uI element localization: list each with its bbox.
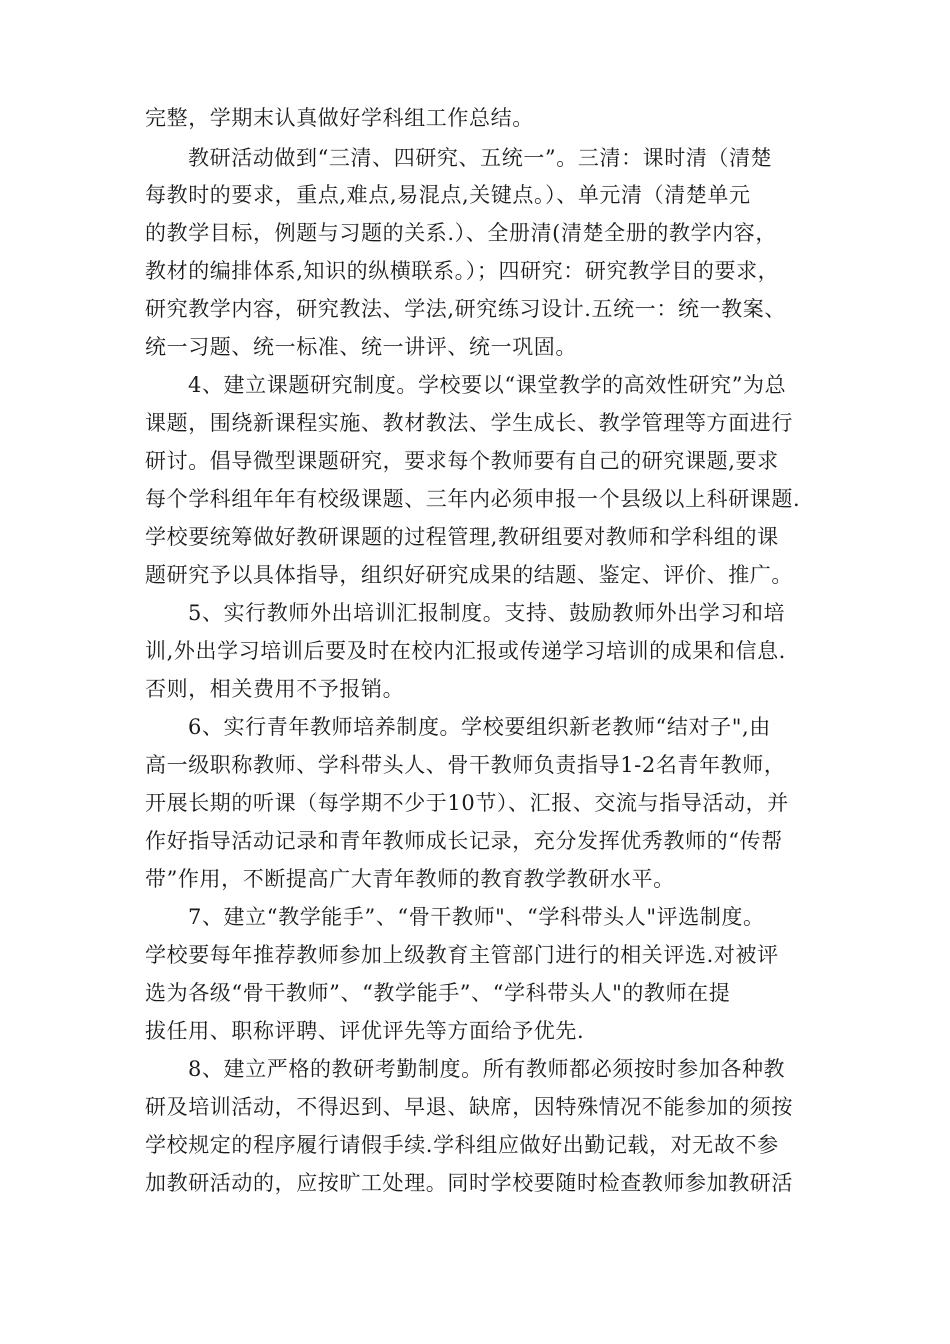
text-line: 每教时的要求，重点,难点,易混点,关键点。）、单元清（清楚单元	[145, 183, 751, 207]
paragraph-start: 4、建立课题研究制度。学校要以“课堂教学的高效性研究”为总	[188, 373, 787, 397]
paragraph-start: 教研活动做到“三清、四研究、五统一”。三清：课时清（清楚	[188, 146, 773, 170]
text-line: 研讨。倡导微型课题研究，要求每个教师要有自己的研究课题,要求	[145, 449, 779, 473]
text-line: 学校规定的程序履行请假手续.学科组应做好出勤记载，对无故不参	[145, 1133, 779, 1157]
text-line: 作好指导活动记录和青年教师成长记录，充分发挥优秀教师的“传帮	[145, 829, 783, 853]
text-line: 教材的编排体系,知识的纵横联系。）；四研究：研究教学目的要求，	[145, 259, 780, 283]
paragraph-start: 8、建立严格的教研考勤制度。所有教师都必须按时参加各种教	[188, 1057, 786, 1081]
text-line: 统一习题、统一标准、统一讲评、统一巩固。	[145, 335, 577, 359]
text-line: 完整，学期末认真做好学科组工作总结。	[145, 106, 534, 130]
text-line: 开展长期的听课（每学期不少于10节）、汇报、交流与指导活动，并	[145, 791, 789, 815]
paragraph-start: 6、实行青年教师培养制度。学校要组织新老教师“结对子",由	[188, 715, 771, 739]
text-line: 带”作用，不断提高广大青年教师的教育教学教研水平。	[145, 867, 675, 891]
text-line: 选为各级“骨干教师”、“教学能手”、“学科带头人"的教师在提	[145, 981, 731, 1005]
text-line: 题研究予以具体指导，组织好研究成果的结题、鉴定、评价、推广。	[145, 563, 793, 587]
text-line: 研究教学内容，研究教法、学法,研究练习设计.五统一：统一教案、	[145, 297, 786, 321]
text-line: 课题，围绕新课程实施、教材教法、学生成长、教学管理等方面进行	[145, 411, 793, 435]
text-line: 学校要每年推荐教师参加上级教育主管部门进行的相关评选.对被评	[145, 943, 779, 967]
text-line: 否则，相关费用不予报销。	[145, 677, 405, 701]
text-line: 高一级职称教师、学科带头人、骨干教师负责指导1-2名青年教师，	[145, 753, 786, 777]
paragraph-start: 5、实行教师外出培训汇报制度。支持、鼓励教师外出学习和培	[188, 601, 786, 625]
paragraph-start: 7、建立“教学能手”、“骨干教师"、“学科带头人"评选制度。	[188, 905, 765, 929]
text-line: 拔任用、职称评聘、评优评先等方面给予优先.	[145, 1019, 585, 1043]
text-line: 研及培训活动，不得迟到、早退、缺席，因特殊情况不能参加的须按	[145, 1095, 793, 1119]
text-line: 每个学科组年年有校级课题、三年内必须申报一个县级以上科研课题.	[145, 487, 801, 511]
text-line: 训,外出学习培训后要及时在校内汇报或传递学习培训的成果和信息.	[145, 639, 786, 663]
text-line: 的教学目标，例题与习题的关系.）、全册清(清楚全册的教学内容，	[145, 221, 777, 245]
text-line: 学校要统筹做好教研课题的过程管理,教研组要对教师和学科组的课	[145, 525, 779, 549]
text-line: 加教研活动的，应按旷工处理。同时学校要随时检查教师参加教研活	[145, 1171, 793, 1195]
